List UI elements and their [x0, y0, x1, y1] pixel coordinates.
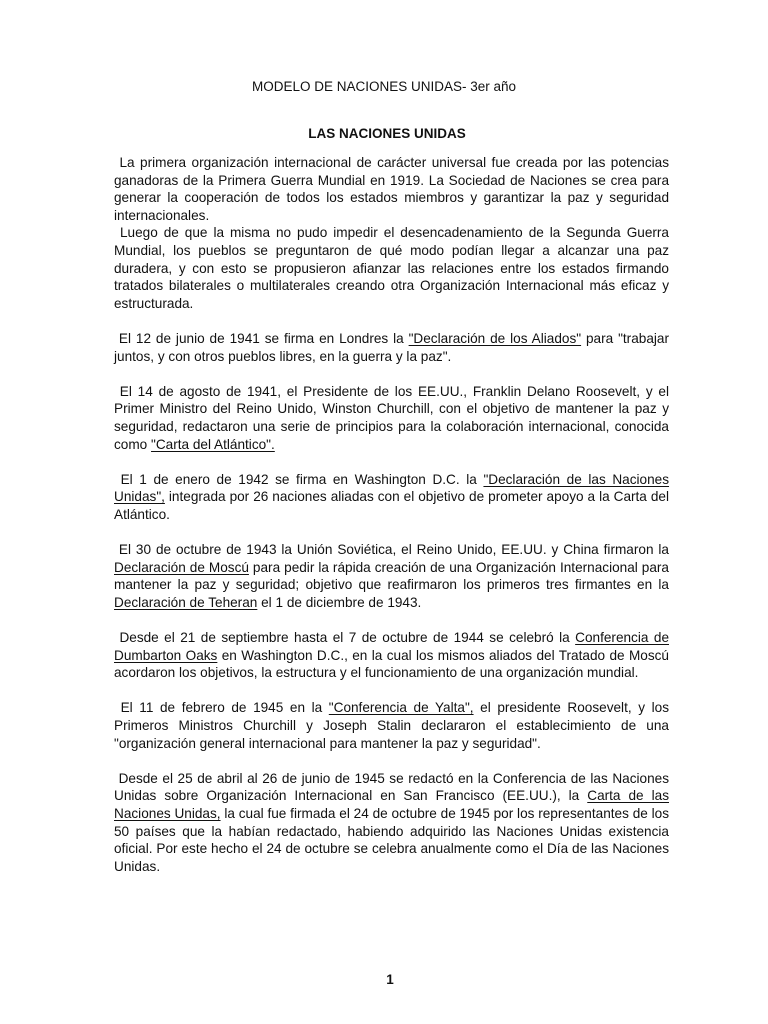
paragraph-8-text-before: El 11 de febrero de 1945 en la — [120, 700, 329, 716]
paragraph-4-text-before: El 14 de agosto de 1941, el Presidente de los EE.UU., Franklin Delano Roosevelt, y el Primer Ministro del Reino Unido, Winston Churchill, con el objetivo de mantener la paz y seguridad, redactaron una serie de principios para la colaboración internacional, conocida como — [114, 383, 670, 452]
paragraph-7-text-after: en Washington D.C., en la cual los mismos aliados del Tratado de Moscú acordaron los objetivos, la estructura y el funcionamiento de una organización mundial. — [114, 647, 669, 681]
paragraph-9-text-before: Desde el 25 de abril al 26 de junio de 1945 se redactó en la Conferencia de las Naciones Unidas sobre Organización Internacional en San Francisco (EE.UU.), la — [114, 770, 670, 804]
link-declaracion-naciones-unidas[interactable]: "Declaración de las Naciones Unidas", — [114, 471, 670, 505]
paragraph-9-text-after: la cual fue firmada el 24 de octubre de 1945 por los representantes de los 50 países que la habían redactado, habiendo adquirido las Naciones Unidas existencia oficial. Por este hecho el 24 de octubre se celebra anualmente como el Día de las Naciones Unidas. — [114, 805, 669, 874]
paragraph-3-text-after: para "trabajar juntos, y con otros pueblos libres, en la guerra y la paz". — [114, 330, 670, 364]
paragraph-8-text-after: el presidente Roosevelt, y los Primeros Ministros Churchill y Joseph Stalin declararon el establecimiento de una "organización general internacional para mantener la paz y seguridad". — [114, 700, 669, 751]
link-declaracion-moscu[interactable]: Declaración de Moscú — [114, 559, 249, 575]
link-carta-naciones-unidas[interactable]: Carta de las Naciones Unidas, — [114, 788, 669, 821]
paragraph-5-text-after: integrada por 26 naciones aliadas con el objetivo de prometer apoyo a la Carta del Atlántico. — [114, 489, 669, 522]
paragraph-3-text-before: El 12 de junio de 1941 se firma en Londres la — [118, 330, 409, 346]
section-title: LAS NACIONES UNIDAS — [308, 126, 466, 141]
paragraph-6-text-before: El 30 de octubre de 1943 la Unión Soviética, el Reino Unido, EE.UU. y China firmaron la — [118, 542, 669, 558]
paragraph-1-text: La primera organización internacional de carácter universal fue creada por las potencias ganadoras de la Primera Guerra Mundial en 1919. La Sociedad de Naciones se crea para generar la cooperación de todos los estados miembros y garantizar la paz y seguridad internacionales. — [114, 155, 669, 223]
paragraph-6-text-after: el 1 de diciembre de 1943. — [257, 594, 422, 610]
paragraph-3 — [114, 330, 669, 365]
paragraph-9 — [114, 770, 669, 876]
paragraph-4 — [114, 383, 669, 453]
paragraph-6-text-middle: para pedir la rápida creación de una Organización Internacional para mantener la paz y seguridad; objetivo que reafirmaron los primeros tres firmantes en la — [114, 559, 669, 593]
paragraph-7-text-before: Desde el 21 de septiembre hasta el 7 de octubre de 1944 se celebró la — [119, 630, 576, 646]
paragraph-8 — [114, 699, 669, 752]
document-body — [114, 154, 669, 875]
paragraph-2-text: Luego de que la misma no pudo impedir el desencadenamiento de la Segunda Guerra Mundial, los pueblos se preguntaron de qué modo podían llegar a alcanzar una paz duradera, y con esto se propusieron afianzar las relaciones entre los estados firmando tratados bilaterales o multilaterales creando otra Organización Internacional más eficaz y estructurada. — [114, 225, 669, 311]
paragraph-5 — [114, 471, 669, 524]
page-number: 1 — [386, 972, 394, 987]
link-declaracion-teheran[interactable]: Declaración de Teheran — [114, 594, 258, 610]
paragraph-5-text-before: El 1 de enero de 1942 se firma en Washington D.C. la — [120, 471, 484, 487]
paragraph-6 — [114, 541, 669, 611]
paragraph-1 — [114, 154, 669, 224]
link-conferencia-yalta[interactable]: "Conferencia de Yalta", — [328, 700, 474, 716]
link-declaracion-aliados[interactable]: "Declaración de los Aliados" — [408, 330, 582, 346]
link-carta-atlantico[interactable]: "Carta del Atlántico". — [151, 436, 275, 452]
paragraph-2 — [114, 224, 669, 312]
document-header-title: MODELO DE NACIONES UNIDAS- 3er año — [251, 79, 517, 94]
link-conferencia-dumbarton-oaks[interactable]: Conferencia de Dumbarton Oaks — [114, 630, 669, 663]
paragraph-7 — [114, 629, 669, 682]
